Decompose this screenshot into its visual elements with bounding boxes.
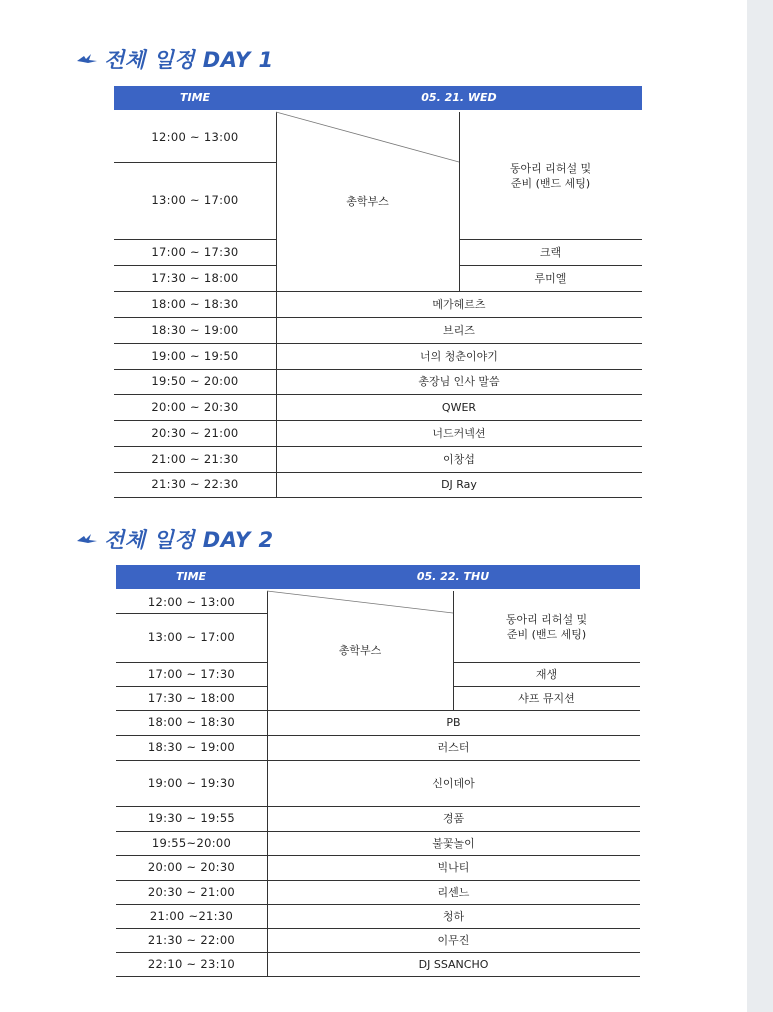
time-slot: 17:00 ~ 17:30 <box>151 244 239 259</box>
booth-cell: 총학부스 <box>346 195 389 208</box>
rehearsal-cell: 동아리 리허설 및 준비 (밴드 세팅) <box>505 612 588 641</box>
time-slot: 20:30 ~ 21:00 <box>147 884 236 899</box>
row-divider <box>116 976 267 977</box>
day1-time-header: TIME <box>179 91 211 104</box>
time-slot: 13:00 ~ 17:00 <box>147 630 236 644</box>
performer-cell: 신이데아 <box>432 776 475 790</box>
performer-cell: 청하 <box>442 909 465 923</box>
bird-icon <box>76 532 98 546</box>
time-slot: 19:00 ~ 19:50 <box>151 348 239 363</box>
day2-time-header: TIME <box>175 570 207 583</box>
performer-cell: PB <box>446 716 461 729</box>
performer-cell: 메가헤르츠 <box>432 297 486 311</box>
time-slot: 18:00 ~ 18:30 <box>151 296 239 311</box>
row-divider <box>276 497 642 498</box>
day1-header-bar <box>114 86 642 110</box>
performer-cell: 재생 <box>535 667 558 681</box>
day2-date-header: 05. 22. THU <box>416 570 490 583</box>
performer-cell: 너드커넥션 <box>432 426 486 440</box>
performer-cell: QWER <box>441 400 477 414</box>
performer-cell: 너의 청춘이야기 <box>420 349 498 363</box>
booth-cell: 총학부스 <box>338 644 382 657</box>
time-slot: 22:10 ~ 23:10 <box>147 956 236 971</box>
performer-cell: DJ Ray <box>441 478 477 491</box>
performer-cell: DJ SSANCHO <box>418 957 489 971</box>
time-slot: 17:00 ~ 17:30 <box>147 666 236 681</box>
time-slot: 17:30 ~ 18:00 <box>151 270 239 285</box>
performer-cell: 총장님 인사 말씀 <box>418 375 500 388</box>
time-slot: 18:30 ~ 19:00 <box>151 322 239 337</box>
time-slot: 21:30 ~ 22:00 <box>147 932 236 947</box>
time-slot: 12:00 ~ 13:00 <box>147 594 236 609</box>
performer-cell: 불꽃놀이 <box>432 836 475 850</box>
performer-cell: 리센느 <box>437 885 470 899</box>
day1-date-header: 05. 21. WED <box>421 91 497 104</box>
time-slot: 18:00 ~ 18:30 <box>147 715 236 729</box>
time-slot: 21:30 ~ 22:30 <box>151 477 239 491</box>
time-slot: 13:00 ~ 17:00 <box>151 193 239 207</box>
time-slot: 17:30 ~ 18:00 <box>147 690 236 705</box>
time-slot: 20:00 ~ 20:30 <box>151 399 239 414</box>
time-slot: 19:55~20:00 <box>151 835 232 850</box>
performer-cell: 이창섭 <box>443 452 475 466</box>
performer-cell: 경품 <box>442 812 465 825</box>
time-slot: 19:00 ~ 19:30 <box>147 775 236 790</box>
rehearsal-cell: 동아리 리허설 및 준비 (밴드 세팅) <box>509 161 592 190</box>
day2-header-bar <box>116 565 640 589</box>
performer-cell: 빅나티 <box>437 861 470 874</box>
day1-heading <box>76 44 274 74</box>
performer-cell: 루미엘 <box>534 271 567 285</box>
performer-cell: 브리즈 <box>443 323 475 337</box>
time-slot: 20:30 ~ 21:00 <box>151 425 239 440</box>
performer-cell: 샤프 뮤지션 <box>518 691 575 705</box>
time-slot: 18:30 ~ 19:00 <box>147 740 236 754</box>
time-slot: 19:50 ~ 20:00 <box>151 374 239 388</box>
row-divider <box>267 976 640 977</box>
bird-icon <box>76 52 98 66</box>
day1-heading-text: 전체 일정 DAY 1 <box>104 48 274 72</box>
diagonal-line <box>276 112 459 162</box>
time-slot: 12:00 ~ 13:00 <box>151 129 239 144</box>
day2-heading <box>76 524 274 554</box>
diagonal-line <box>267 591 453 613</box>
performer-cell: 크랙 <box>539 245 562 259</box>
row-divider <box>114 497 276 498</box>
performer-cell: 러스터 <box>437 741 470 754</box>
day2-heading-text: 전체 일정 DAY 2 <box>104 528 274 552</box>
time-slot: 19:30 ~ 19:55 <box>147 811 236 825</box>
time-slot: 21:00 ~21:30 <box>149 908 234 923</box>
time-slot: 20:00 ~ 20:30 <box>147 860 236 874</box>
performer-cell: 이무진 <box>437 933 470 947</box>
time-slot: 21:00 ~ 21:30 <box>151 451 239 466</box>
